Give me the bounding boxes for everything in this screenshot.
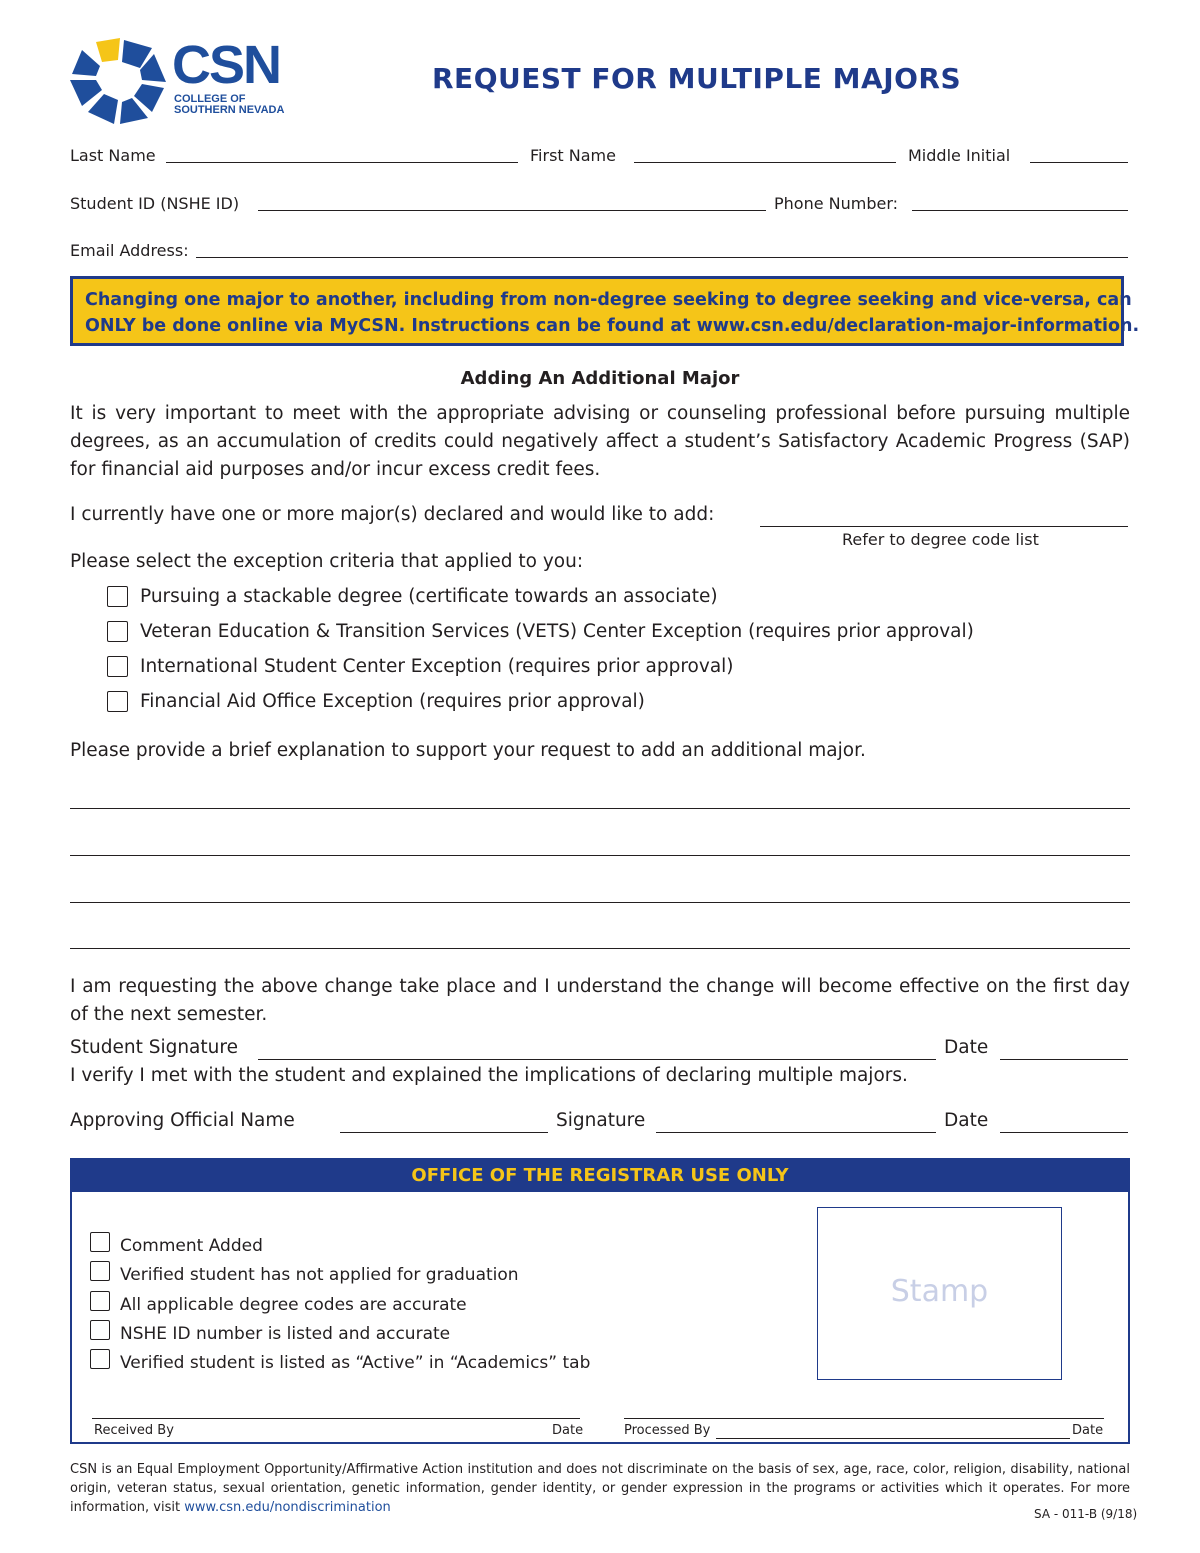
exception-prompt: Please select the exception criteria that applied to you:: [70, 551, 584, 572]
approving-signature-label: Signature: [556, 1110, 646, 1131]
registrar-check-label: Comment Added: [120, 1236, 263, 1256]
exception-option-label: Veteran Education & Transition Services (VETS) Center Exception (requires prior approval): [140, 621, 974, 642]
add-major-label: I currently have one or more major(s) declared and would like to add:: [70, 504, 715, 525]
registrar-checkbox-comment[interactable]: [90, 1232, 110, 1252]
stamp-label: Stamp: [890, 1274, 989, 1309]
notice-line-1: Changing one major to another, including from non-degree seeking to degree seeking and vice-versa, can: [85, 290, 1132, 310]
student-id-field[interactable]: [258, 210, 766, 211]
phone-field[interactable]: [912, 210, 1128, 211]
approving-official-field[interactable]: [340, 1132, 548, 1133]
approving-date-label: Date: [944, 1110, 989, 1131]
first-name-label: First Name: [530, 146, 616, 165]
verify-statement: I verify I met with the student and explained the implications of declaring multiple majors.: [70, 1065, 908, 1086]
processed-by-label: Processed By: [624, 1423, 711, 1438]
explanation-line[interactable]: [70, 855, 1130, 856]
registrar-checkbox-graduation[interactable]: [90, 1261, 110, 1281]
explanation-line[interactable]: [70, 902, 1130, 903]
exception-option-label: Pursuing a stackable degree (certificate towards an associate): [140, 586, 718, 607]
approving-official-label: Approving Official Name: [70, 1110, 295, 1131]
middle-initial-label: Middle Initial: [908, 146, 1011, 165]
degree-code-hint: Refer to degree code list: [842, 530, 1039, 549]
logo-subtext-2: SOUTHERN NEVADA: [174, 104, 285, 116]
explanation-line[interactable]: [70, 948, 1130, 949]
registrar-check-label: NSHE ID number is listed and accurate: [120, 1324, 451, 1344]
footer-text: CSN is an Equal Employment Opportunity/Affirmative Action institution and does not discriminate on the basis of sex, age, race, color, religion, disability, national origin, veteran status, sexual orientation, genetic information, gender identity, or gender expression in the programs or activities which it operates. For more information, visit: [70, 1462, 1130, 1515]
email-field[interactable]: [196, 257, 1128, 258]
acknowledgement-text: I am requesting the above change take place and I understand the change will become effective on the first day of the next semester.: [70, 976, 1130, 1025]
nondiscrimination-statement: [70, 1460, 1130, 1517]
first-name-field[interactable]: [634, 162, 896, 163]
csn-logo: [68, 35, 288, 128]
student-id-label: Student ID (NSHE ID): [70, 194, 240, 213]
last-name-label: Last Name: [70, 146, 156, 165]
approving-signature-field[interactable]: [656, 1132, 936, 1133]
form-code: SA - 011-B (9/18): [1034, 1507, 1138, 1521]
received-by-label: Received By: [94, 1423, 174, 1438]
registrar-checkbox-active[interactable]: [90, 1349, 110, 1369]
email-label: Email Address:: [70, 241, 189, 260]
nondiscrimination-link[interactable]: www.csn.edu/nondiscrimination: [184, 1500, 391, 1515]
explanation-line[interactable]: [70, 808, 1130, 809]
csn-star-icon: [68, 38, 178, 128]
registrar-check-label: All applicable degree codes are accurate: [120, 1295, 467, 1315]
processed-by-field[interactable]: [624, 1418, 1104, 1419]
registrar-header: OFFICE OF THE REGISTRAR USE ONLY: [72, 1160, 1128, 1192]
exception-checkbox-international[interactable]: [107, 656, 128, 677]
add-major-field[interactable]: [760, 526, 1128, 527]
student-signature-field[interactable]: [258, 1059, 936, 1060]
phone-label: Phone Number:: [774, 194, 899, 213]
student-signature-label: Student Signature: [70, 1037, 238, 1058]
exception-checkbox-vets[interactable]: [107, 621, 128, 642]
registrar-check-label: Verified student is listed as “Active” in “Academics” tab: [120, 1353, 591, 1373]
registrar-checkbox-nshe-id[interactable]: [90, 1320, 110, 1340]
online-change-notice: [70, 276, 1140, 346]
registrar-checkbox-degree-codes[interactable]: [90, 1291, 110, 1311]
processed-by-underline: [716, 1438, 1070, 1439]
exception-option-label: International Student Center Exception (requires prior approval): [140, 656, 734, 677]
exception-checkbox-financial-aid[interactable]: [107, 691, 128, 712]
middle-initial-field[interactable]: [1030, 162, 1128, 163]
exception-checkbox-stackable[interactable]: [107, 586, 128, 607]
received-date-label: Date: [552, 1423, 584, 1438]
registrar-check-label: Verified student has not applied for graduation: [120, 1265, 519, 1285]
logo-subtext-1: COLLEGE OF: [174, 93, 246, 105]
exception-option-label: Financial Aid Office Exception (requires prior approval): [140, 691, 645, 712]
processed-date-label: Date: [1072, 1423, 1104, 1438]
last-name-field[interactable]: [166, 162, 518, 163]
approving-date-field[interactable]: [1000, 1132, 1128, 1133]
logo-wordmark: CSN: [172, 35, 281, 95]
explanation-prompt: Please provide a brief explanation to support your request to add an additional major.: [70, 740, 866, 761]
received-by-field[interactable]: [92, 1418, 580, 1419]
intro-paragraph: It is very important to meet with the appropriate advising or counseling professional before pursuing multiple degrees, as an accumulation of credits could negatively affect a student’s Satisfactory Academic Progress (SAP) for financial aid purposes and/or incur excess credit fees.: [70, 403, 1130, 480]
student-date-field[interactable]: [1000, 1059, 1128, 1060]
student-date-label: Date: [944, 1037, 989, 1058]
notice-line-2: ONLY be done online via MyCSN. Instructions can be found at www.csn.edu/declaration-major-information.: [85, 316, 1140, 336]
page-title: REQUEST FOR MULTIPLE MAJORS: [432, 62, 962, 95]
section-heading: Adding An Additional Major: [460, 368, 740, 389]
